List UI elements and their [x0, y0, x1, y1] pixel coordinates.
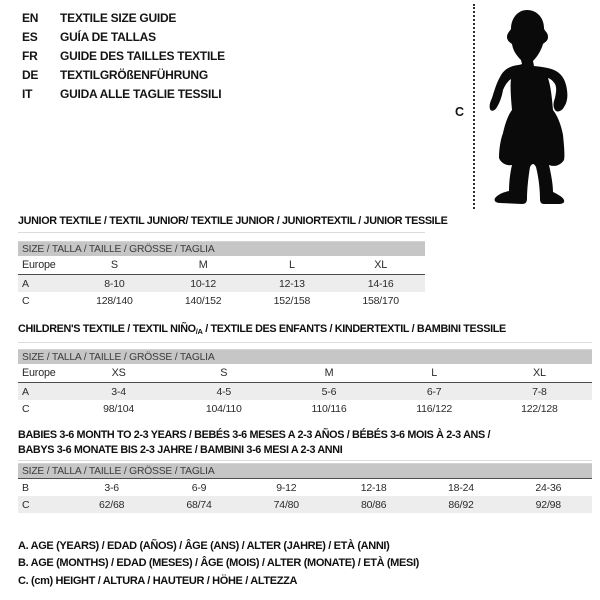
table-cell: 6-7: [382, 383, 487, 401]
size-header-label: SIZE / TALLA / TAILLE / GRÖSSE / TAGLIA: [18, 242, 425, 257]
table-cell: 122/128: [521, 402, 558, 415]
table-row-b: [18, 479, 592, 497]
language-row-fr: [22, 47, 225, 66]
size-header-label: SIZE / TALLA / TAILLE / GRÖSSE / TAGLIA: [18, 464, 592, 479]
table-cell: 128/140: [96, 294, 133, 307]
section-divider: [18, 460, 592, 461]
table-cell: 3-6: [104, 481, 119, 494]
size-header-bar: [18, 350, 592, 365]
height-dotted-line: [473, 4, 475, 209]
title-text: / TEXTILE DES ENFANTS / KINDERTEXTIL / BAMBINI TESSILE: [202, 323, 506, 335]
language-row-es: [22, 28, 225, 47]
language-code: IT: [22, 87, 33, 101]
column-header: XL: [487, 364, 592, 383]
babies-size-table: [18, 463, 592, 513]
table-cell: 8-10: [70, 275, 159, 293]
column-header: M: [276, 364, 381, 383]
column-header: Europe: [18, 256, 70, 275]
table-cell: 18-24: [448, 481, 474, 494]
language-code: FR: [22, 49, 38, 63]
language-row-de: [22, 66, 225, 85]
table-cell: 4-5: [171, 383, 276, 401]
size-header-bar: [18, 464, 592, 479]
table-row-c: [18, 400, 592, 417]
baby-silhouette-icon: [486, 6, 586, 208]
babies-title-line2: BABYS 3-6 MONATE BIS 2-3 JAHRE / BAMBINI 3-6 MESI A 2-3 ANNI: [18, 444, 343, 456]
language-title: GUIDA ALLE TAGLIE TESSILI: [60, 87, 222, 101]
row-label: C: [22, 294, 30, 307]
children-size-table: [18, 349, 592, 417]
babies-section-title: [18, 428, 592, 458]
children-section-title: [18, 323, 592, 338]
column-header: L: [382, 364, 487, 383]
table-cell: 152/158: [273, 294, 311, 307]
junior-section: [18, 215, 448, 309]
table-cell: 68/74: [155, 496, 242, 513]
table-cell: 14-16: [336, 275, 425, 293]
table-row-c: [18, 292, 425, 309]
language-row-en: [22, 9, 225, 28]
table-cell: 12-18: [360, 481, 387, 494]
column-header: S: [171, 364, 276, 383]
height-measure-label: C: [455, 105, 465, 119]
table-cell: 98/104: [103, 402, 135, 415]
column-header: L: [248, 256, 337, 275]
row-label: B: [22, 481, 29, 494]
babies-title-line1: BABIES 3-6 MONTH TO 2-3 YEARS / BEBÉS 3-6 MESES A 2-3 AÑOS / BÉBÉS 3-6 MOIS À 2-3 ANS /: [18, 429, 491, 441]
row-label: A: [18, 275, 70, 293]
table-cell: 9-12: [276, 481, 297, 494]
title-text: CHILDREN'S TEXTILE / TEXTIL NIÑO: [18, 323, 196, 335]
table-cell: 6-9: [191, 481, 207, 494]
language-title: TEXTILGRÖßENFÜHRUNG: [60, 68, 208, 82]
junior-size-table: [18, 241, 425, 309]
footnote-a: A. AGE (YEARS) / EDAD (AÑOS) / ÂGE (ANS) / ALTER (JAHRE) / ETÀ (ANNI): [18, 540, 390, 552]
table-row-c: [18, 496, 592, 513]
table-cell: 80/86: [330, 496, 417, 513]
size-header-bar: [18, 242, 425, 257]
section-divider: [18, 232, 425, 233]
column-header: M: [159, 256, 248, 275]
language-row-it: [22, 85, 225, 104]
footnotes: [18, 538, 419, 590]
column-header-row: [18, 256, 425, 275]
table-cell: 24-36: [535, 481, 562, 494]
language-title: GUIDE DES TAILLES TEXTILE: [60, 49, 225, 63]
row-label: C: [18, 496, 68, 513]
table-cell: 7-8: [487, 383, 592, 401]
column-header: Europe: [18, 364, 66, 383]
title-subscript: /A: [195, 327, 203, 336]
language-code: EN: [22, 11, 39, 25]
table-cell: 86/92: [417, 496, 504, 513]
table-cell: 158/170: [362, 294, 399, 307]
section-divider: [18, 342, 592, 343]
table-cell: 116/122: [416, 402, 453, 415]
junior-section-title: JUNIOR TEXTILE / TEXTIL JUNIOR/ TEXTILE JUNIOR / JUNIORTEXTIL / JUNIOR TESSILE: [18, 215, 448, 227]
table-cell: 10-12: [159, 275, 248, 293]
language-title: TEXTILE SIZE GUIDE: [60, 11, 177, 25]
babies-section: [18, 428, 592, 513]
children-section: [18, 323, 592, 417]
column-header: XL: [336, 256, 425, 275]
language-code: ES: [22, 30, 38, 44]
row-label: C: [22, 402, 30, 415]
footnote-c: C. (cm) HEIGHT / ALTURA / HAUTEUR / HÖHE / ALTEZZA: [18, 574, 298, 587]
table-cell: 140/152: [184, 294, 222, 307]
table-cell: 92/98: [505, 496, 592, 513]
table-cell: 104/110: [205, 402, 242, 415]
column-header: S: [70, 256, 159, 275]
table-cell: 74/80: [243, 496, 330, 513]
language-code: DE: [22, 68, 39, 82]
table-cell: 62/68: [68, 496, 155, 513]
size-header-label: SIZE / TALLA / TAILLE / GRÖSSE / TAGLIA: [18, 350, 592, 365]
table-row-a: [18, 275, 425, 293]
table-cell: 5-6: [276, 383, 381, 401]
table-row-a: [18, 383, 592, 401]
table-cell: 3-4: [66, 383, 171, 401]
table-cell: 110/116: [311, 402, 347, 415]
language-list: [22, 9, 225, 104]
footnote-b: B. AGE (MONTHS) / EDAD (MESES) / ÂGE (MOIS) / ALTER (MONATE) / ETÀ (MESI): [18, 557, 419, 570]
row-label: A: [18, 383, 66, 401]
table-cell: 12-13: [248, 275, 337, 293]
language-title: GUÍA DE TALLAS: [60, 30, 156, 44]
column-header-row: [18, 364, 592, 383]
column-header: XS: [66, 364, 171, 383]
